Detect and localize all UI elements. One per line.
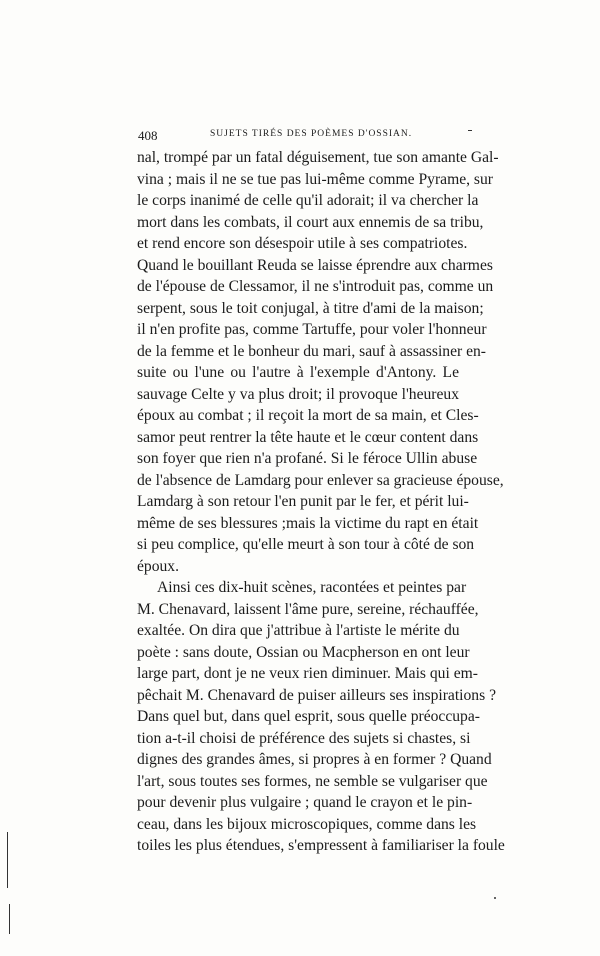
- text-line: suite ou l'une ou l'autre à l'exemple d'Antony. Le: [137, 364, 459, 381]
- text-line: il n'en profite pas, comme Tartuffe, pour voler l'honneur: [137, 321, 487, 338]
- text-line: tion a-t-il choisi de préférence des sujets si chastes, si: [137, 729, 471, 747]
- scan-edge-mark: [7, 832, 8, 888]
- text-line: exaltée. On dira que j'attribue à l'artiste le mérite du: [137, 622, 460, 639]
- scan-speck: [494, 897, 496, 899]
- text-line: mort dans les combats, il court aux ennemis de sa tribu,: [137, 213, 484, 231]
- text-line: nal, trompé par un fatal déguisement, tue son amante Gal-: [137, 149, 499, 166]
- text-line: samor peut rentrer la tête haute et le cœur content dans: [137, 428, 479, 446]
- paragraph-end-line: époux.: [137, 557, 180, 575]
- running-head: [138, 128, 468, 144]
- paragraph-first-line: Ainsi ces dix-huit scènes, racontées et peintes par: [157, 579, 467, 596]
- text-line: serpent, sous le toit conjugal, à titre d'ami de la maison;: [137, 299, 484, 317]
- text-line: le corps inanimé de celle qu'il adorait; il va chercher la: [137, 192, 479, 209]
- text-line: de la femme et le bonheur du mari, sauf à assassiner en-: [137, 342, 486, 360]
- text-line: Lamdarg à son retour l'en punit par le fer, et périt lui-: [137, 493, 469, 510]
- text-line: ceau, dans les bijoux microscopiques, comme dans les: [137, 815, 477, 833]
- text-line: si peu complice, qu'elle meurt à son tour à côté de son: [137, 536, 475, 553]
- body-text: [137, 147, 505, 857]
- scan-edge-mark: [9, 904, 10, 934]
- text-line: large part, dont je ne veux rien diminuer. Mais qui em-: [137, 665, 478, 682]
- text-line: vina ; mais il ne se tue pas lui-même comme Pyrame, sur: [137, 170, 493, 188]
- scan-speck: [468, 130, 472, 131]
- text-line: sauvage Celte y va plus droit; il provoque l'heureux: [137, 385, 459, 403]
- text-line: pêchait M. Chenavard de puiser ailleurs ses inspirations ?: [137, 686, 496, 704]
- text-line: dignes des grandes âmes, si propres à en former ? Quand: [137, 751, 492, 768]
- text-line: Dans quel but, dans quel esprit, sous quelle préoccupa-: [137, 708, 480, 725]
- text-line: toiles les plus étendues, s'empressent à familiariser la foule: [137, 837, 505, 854]
- text-line: et rend encore son désespoir utile à ses compatriotes.: [137, 235, 468, 252]
- text-line: de l'épouse de Clessamor, il ne s'introduit pas, comme un: [137, 278, 494, 295]
- text-line: pour devenir plus vulgaire ; quand le crayon et le pin-: [137, 794, 473, 811]
- text-line: même de ses blessures ;mais la victime du rapt en était: [137, 514, 479, 532]
- text-line: Quand le bouillant Reuda se laisse éprendre aux charmes: [137, 256, 493, 274]
- text-line: son foyer que rien n'a profané. Si le féroce Ullin abuse: [137, 450, 478, 467]
- text-line: époux au combat ; il reçoit la mort de sa main, et Cles-: [137, 407, 479, 424]
- text-line: M. Chenavard, laissent l'âme pure, sereine, réchauffée,: [137, 600, 479, 618]
- text-line: poète : sans doute, Ossian ou Macpherson en ont leur: [137, 643, 470, 661]
- text-line: l'art, sous toutes ses formes, ne semble se vulgariser que: [137, 772, 488, 790]
- text-line: de l'absence de Lamdarg pour enlever sa gracieuse épouse,: [137, 471, 504, 489]
- page-number: 408: [138, 128, 158, 143]
- running-title: SUJETS TIRÉS DES POÈMES D'OSSIAN.: [210, 129, 413, 139]
